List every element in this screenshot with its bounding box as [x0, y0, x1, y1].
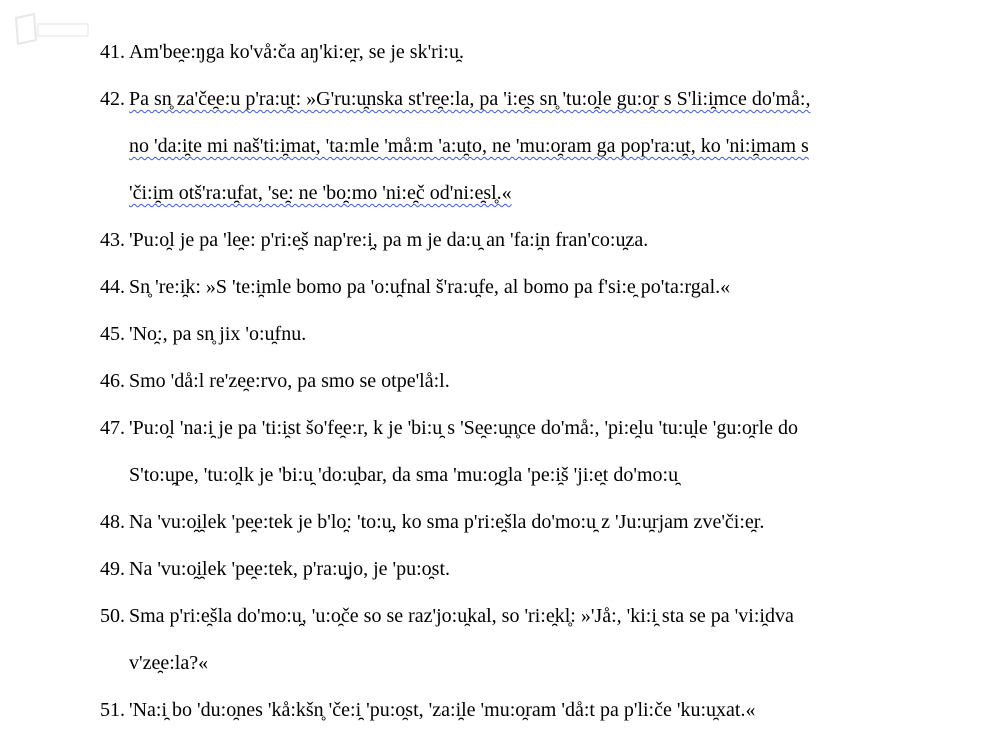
- transcription-text[interactable]: 'Pu:o̯l 'na:i̯ je pa 'ti:i̯st šo'fe̯e:r, k je 'bi:u̯ s 'Se̯e:u̯n̥ce do'må:, 'pi:e̯lu 'tu:u̯le 'gu:o̯rle do: [129, 417, 799, 439]
- transcription-text[interactable]: Sma p'ri:e̯šla do'mo:u̯, 'u:o̯če so se raz'jo:u̯kal, so 'ri:e̯kl̥: »'Jå:, 'ki:i̯ sta se pa 'vi:i̯dva: [129, 605, 794, 627]
- transcription-text[interactable]: 'Na:i̯ bo 'du:o̯nes 'kå:kšn̥ 'če:i̯ 'pu:o̯st, 'za:i̯le 'mu:o̯ram 'då:t pa p'li:če 'ku:u̯xat.«: [129, 699, 756, 721]
- item-number: 44.: [100, 276, 125, 298]
- list-item: [0, 132, 1000, 179]
- list-item: [0, 367, 1000, 414]
- list-item: [0, 508, 1000, 555]
- transcription-text[interactable]: 'Pu:o̯l je pa 'le̯e: p'ri:e̯š nap're:i̯, pa m je da:u̯ an 'fa:i̯n fran'co:u̯za.: [129, 229, 649, 251]
- transcription-text[interactable]: 'či:i̯m otš'ra:u̯fat, 'se̯: ne 'bo̯:mo 'ni:e̯č od'ni:e̯sl̥.«: [129, 182, 512, 204]
- transcription-text[interactable]: Smo 'då:l re'ze̯e:rvo, pa smo se otpe'lå:l.: [129, 370, 450, 392]
- list-item: [0, 85, 1000, 132]
- transcription-text[interactable]: Na 'vu:o̯i̯lek 'pe̯e:tek, p'ra:u̯jo, je 'pu:o̯st.: [129, 558, 451, 580]
- document-body: [0, 38, 1000, 743]
- item-number: 50.: [100, 605, 125, 627]
- item-number: 49.: [100, 558, 125, 580]
- transcription-text[interactable]: Sn̥ 're:i̯k: »S 'te:i̯mle bomo pa 'o:u̯fnal š'ra:u̯fe, al bomo pa f'si:e̯ po'ta:rgal.«: [129, 276, 731, 298]
- list-item: [0, 461, 1000, 508]
- transcription-text[interactable]: no 'da:i̯te mi naš'ti:i̯mat, 'ta:mle 'må:m 'a:u̯to, ne 'mu:o̯ram ga pop'ra:u̯t, ko 'ni:i̯mam s: [129, 135, 809, 157]
- item-number: 43.: [100, 229, 125, 251]
- transcription-text[interactable]: S'to:u̯pe, 'tu:o̯lk je 'bi:u̯ 'do:u̯bar, da sma 'mu:o̯gla 'pe:i̯š 'ji:e̯t do'mo:u̯: [129, 464, 679, 486]
- transcription-text[interactable]: Na 'vu:o̯i̯lek 'pe̯e:tek je b'lo̯: 'to:u̯, ko sma p'ri:e̯šla do'mo:u̯ z 'Ju:u̯rjam zve'či:e̯r.: [129, 511, 765, 533]
- transcription-text[interactable]: 'No̯:, pa sn̥ jix 'o:u̯fnu.: [129, 323, 307, 345]
- item-number: 42.: [100, 88, 125, 110]
- transcription-text[interactable]: Pa sn̥ za'če̯e:u p'ra:u̯t: »G'ru:u̯nska st're̯e:la, pa 'i:e̯s sn̥ 'tu:o̯le gu:o̯r s S'li:i̯mce do'må:,: [129, 88, 811, 110]
- item-number: 47.: [100, 417, 125, 439]
- list-item: [0, 320, 1000, 367]
- list-item: [0, 38, 1000, 85]
- item-number: 41.: [100, 41, 125, 63]
- transcription-text[interactable]: Am'be̯e:ŋga ko'vå:ča aŋ'ki:e̯r, se je sk'ri:u̯.: [129, 41, 464, 63]
- item-number: 48.: [100, 511, 125, 533]
- transcription-text[interactable]: v'ze̯e:la?«: [129, 652, 209, 674]
- list-item: [0, 414, 1000, 461]
- list-item: [0, 649, 1000, 696]
- item-number: 51.: [100, 699, 125, 721]
- list-item: [0, 555, 1000, 602]
- list-item: [0, 226, 1000, 273]
- list-item: [0, 602, 1000, 649]
- item-number: 46.: [100, 370, 125, 392]
- list-item: [0, 696, 1000, 743]
- item-number: 45.: [100, 323, 125, 345]
- list-item: [0, 179, 1000, 226]
- list-item: [0, 273, 1000, 320]
